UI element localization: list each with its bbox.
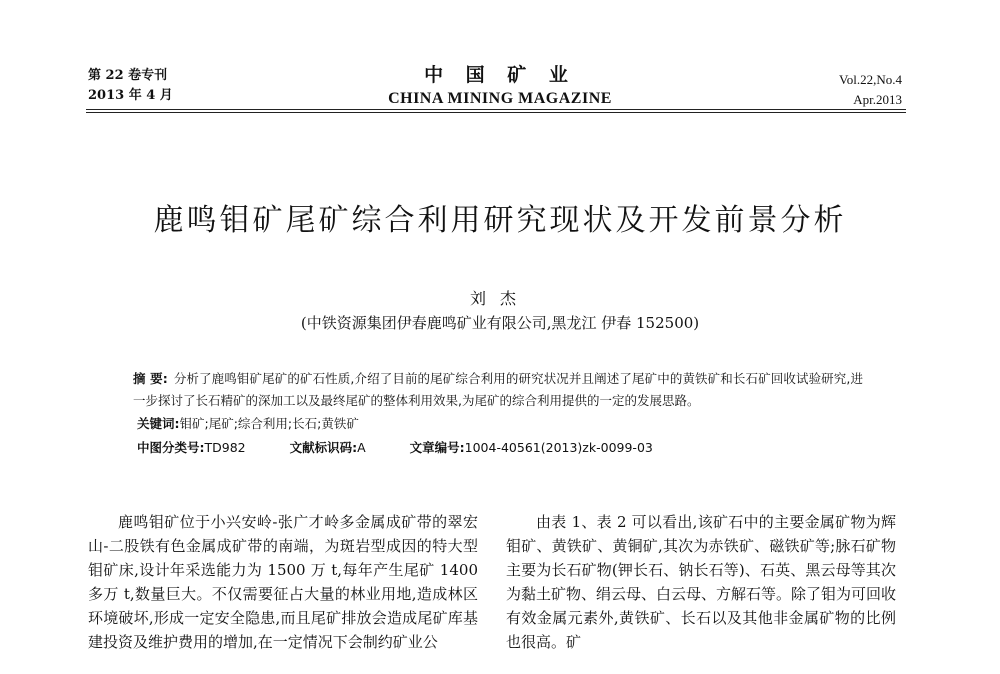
clc-label: 中图分类号:: [137, 440, 205, 455]
body-column-right: [506, 510, 896, 654]
article-no-value: 1004-40561(2013)zk-0099-03: [464, 440, 653, 455]
date-en: Apr.2013: [853, 92, 902, 107]
article-title: 鹿鸣钼矿尾矿综合利用研究现状及开发前景分析: [153, 203, 847, 238]
keywords-label: 关键词:: [137, 416, 180, 431]
doc-code-value: A: [357, 440, 366, 455]
journal-name-en: CHINA MINING MAGAZINE: [388, 90, 612, 107]
abstract-text: 分析了鹿鸣钼矿尾矿的矿石性质,介绍了目前的尾矿综合利用的研究状况并且阐述了尾矿中的黄铁矿和长石矿回收试验研究,进一步探讨了长石精矿的深加工以及最终尾矿的整体利用效果,为尾矿的综合利用提供的一定的发展思路。: [133, 371, 863, 408]
body-column-left: [88, 510, 478, 654]
abstract-paragraph: [133, 368, 863, 412]
keywords-line: [137, 412, 863, 436]
journal-name-cn: 中 国 矿 业: [424, 64, 576, 86]
abstract-label: 摘 要:: [133, 371, 168, 386]
article-no-label: 文章编号:: [409, 440, 465, 455]
affiliation: (中铁资源集团伊春鹿鸣矿业有限公司,黑龙江 伊春 152500): [300, 314, 700, 332]
doc-code-label: 文献标识码:: [289, 440, 358, 455]
volume-info: [839, 70, 902, 110]
body-paragraph-left: 鹿鸣钼矿位于小兴安岭-张广才岭多金属成矿带的翠宏山-二股铁有色金属成矿带的南端，为斑岩型成因的特大型钼矿床,设计年采选能力为 1500 万 t,每年产生尾矿 1400 多万 t,数量巨大。不仅需要征占大量的林业用地,造成林区环境破坏,形成一定安全隐患,而且尾矿排放会造成尾矿库基建投资及维护费用的增加,在一定情况下会制约矿业公: [88, 513, 478, 651]
issue-cn: 第 22 卷专刊: [88, 68, 168, 83]
issue-info: [88, 66, 173, 106]
volume-en: Vol.22,No.4: [839, 72, 902, 87]
author: 刘杰: [469, 289, 530, 308]
header-rule-top: [86, 109, 906, 110]
date-cn: 2013 年 4 月: [88, 88, 173, 103]
classification-line: [137, 436, 863, 460]
header-rule-bottom: [86, 112, 906, 113]
keywords: 钼矿;尾矿;综合利用;长石;黄铁矿: [179, 416, 359, 431]
abstract-block: [133, 368, 863, 460]
clc-value: TD982: [204, 440, 246, 455]
body-paragraph-right: 由表 1、表 2 可以看出,该矿石中的主要金属矿物为辉钼矿、黄铁矿、黄铜矿,其次为赤铁矿、磁铁矿等;脉石矿物主要为长石矿物(钾长石、钠长石等)、石英、黑云母等其次为黏土矿物、绢云母、白云母、方解石等。除了钼为可回收有效金属元素外,黄铁矿、长石以及其他非金属矿物的比例也很高。矿: [506, 513, 897, 651]
journal-masthead: [340, 62, 660, 110]
